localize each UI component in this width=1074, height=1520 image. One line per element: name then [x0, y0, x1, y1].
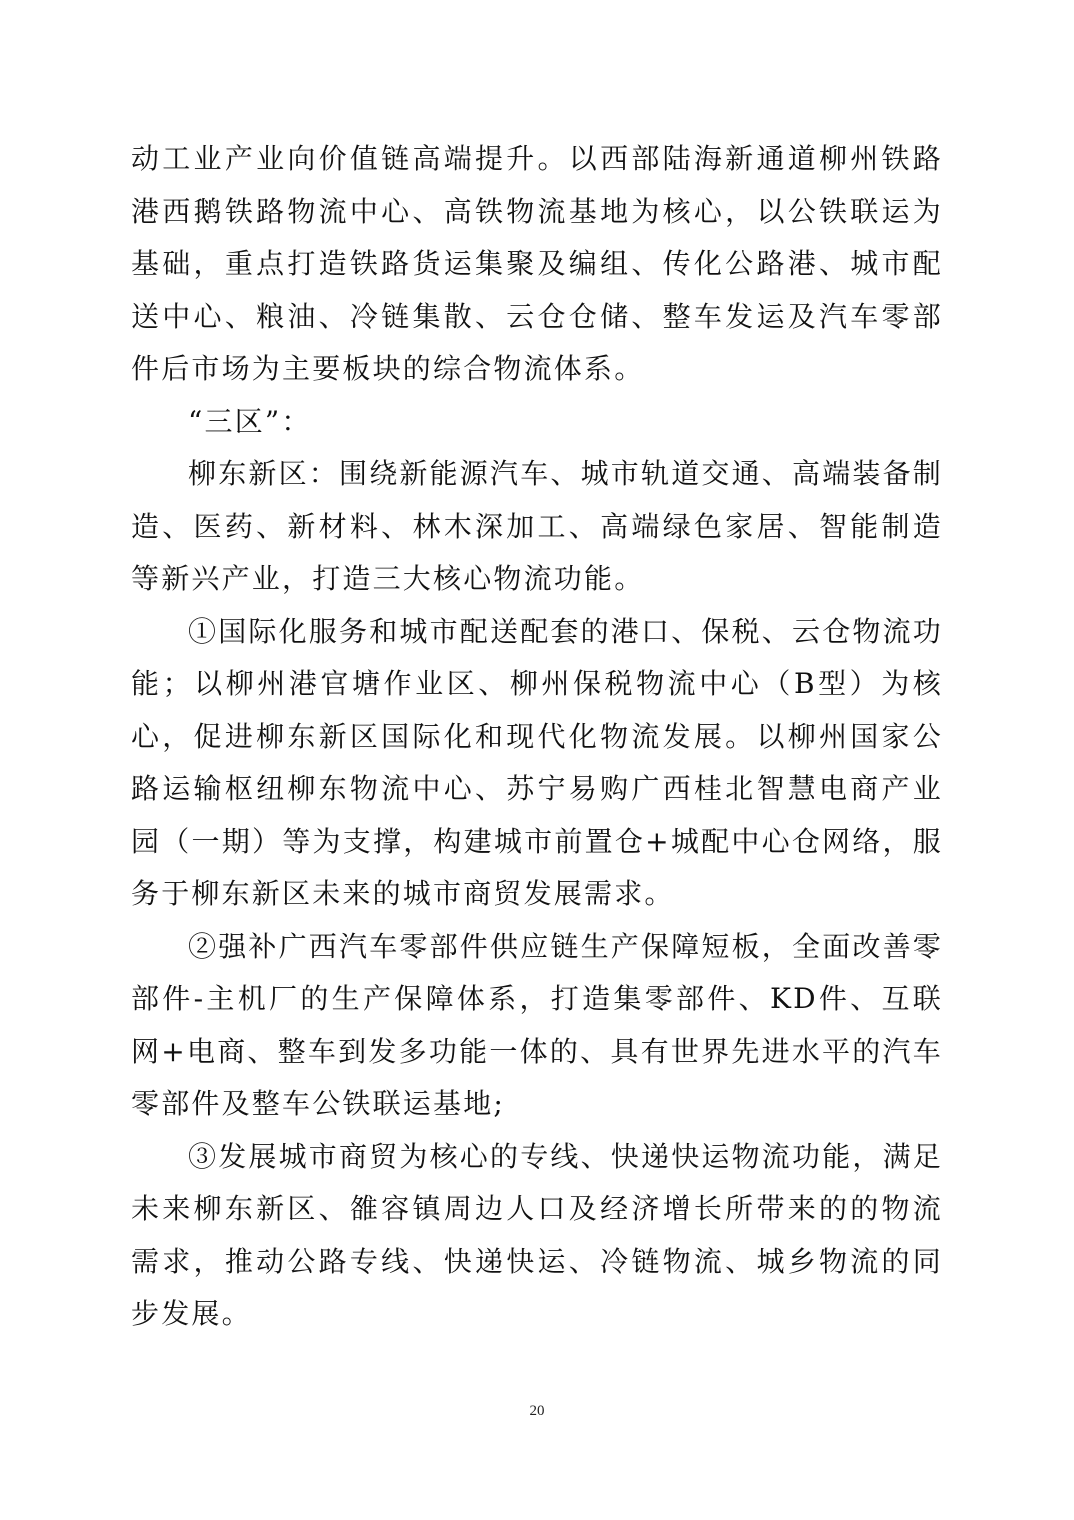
paragraph-item-2-auto-parts: ②强补广西汽车零部件供应链生产保障短板，全面改善零部件-主机厂的生产保障体系，打造集零部件、KD件、互联网+电商、整车到发多功能一体的、具有世界先进水平的汽车零部件及整车公铁联运基地; — [131, 929, 944, 1120]
page-number: 20 — [529, 1403, 545, 1419]
paragraph-three-zones-heading: “三区”： — [188, 404, 312, 438]
paragraph-logistics-system: 动工业产业向价值链高端提升。以西部陆海新通道柳州铁路港西鹅铁路物流中心、高铁物流基地为核心，以公铁联运为基础，重点打造铁路货运集聚及编组、传化公路港、城市配送中心、粮油、冷链集散、云仓仓储、整车发运及汽车零部件后市场为主要板块的综合物流体系。 — [131, 142, 943, 385]
paragraph-liudong-new-district: 柳东新区：围绕新能源汽车、城市轨道交通、高端装备制造、医药、新材料、林木深加工、高端绿色家居、智能制造等新兴产业，打造三大核心物流功能。 — [131, 457, 944, 595]
paragraph-item-1-port-bonded: ①国际化服务和城市配送配套的港口、保税、云仓物流功能；以柳州港官塘作业区、柳州保税物流中心（B型）为核心，促进柳东新区国际化和现代化物流发展。以柳州国家公路运输枢纽柳东物流中心、苏宁易购广西桂北智慧电商产业园（一期）等为支撑，构建城市前置仓+城配中心仓网络，服务于柳东新区未来的城市商贸发展需求。 — [131, 614, 944, 910]
paragraph-item-3-express: ③发展城市商贸为核心的专线、快递快运物流功能，满足未来柳东新区、雒容镇周边人口及经济增长所带来的的物流需求，推动公路专线、快递快运、冷链物流、城乡物流的同步发展。 — [131, 1139, 944, 1330]
body-text — [131, 133, 943, 1341]
